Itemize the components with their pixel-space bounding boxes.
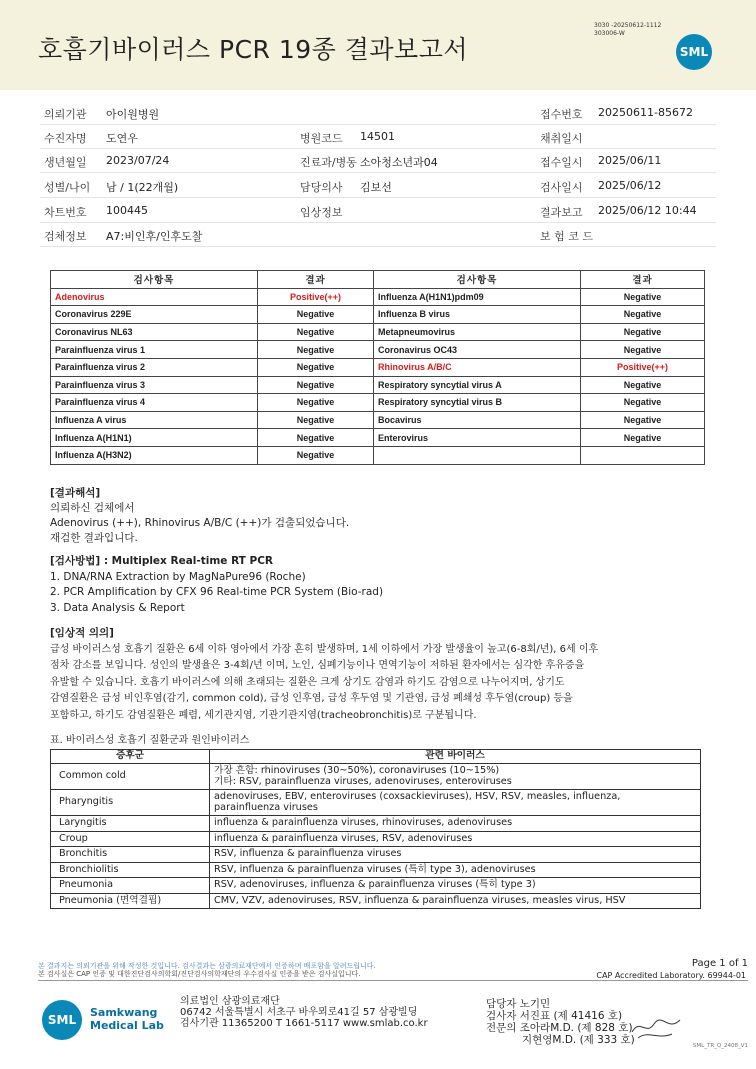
cap-accreditation: CAP Accredited Laboratory. 69944-01 bbox=[596, 971, 746, 980]
result-row bbox=[51, 411, 705, 429]
result-row bbox=[51, 306, 705, 324]
col-header: 증후군 bbox=[51, 750, 210, 764]
field-label: 보 험 코 드 bbox=[540, 230, 593, 243]
method-line: 1. DNA/RNA Extraction by MagNaPure96 (Roche) bbox=[50, 570, 306, 583]
form-code: SML_TR_Q_2408_V1 bbox=[692, 1043, 748, 1049]
result-value: Negative bbox=[258, 446, 374, 464]
result-value: Negative bbox=[581, 376, 705, 394]
related-viruses bbox=[210, 847, 701, 863]
syndrome-name: Common cold bbox=[51, 764, 210, 790]
test-name: Respiratory syncytial virus B bbox=[374, 394, 581, 412]
test-name: Influenza B virus bbox=[374, 306, 581, 324]
virus-table bbox=[50, 749, 701, 909]
field-label: 검사일시 bbox=[540, 181, 583, 194]
report-code-line: 303006-W bbox=[594, 30, 625, 37]
report-code bbox=[594, 22, 661, 38]
field-value: 남 / 1(22개월) bbox=[106, 181, 179, 194]
field-value: 소아청소년과04 bbox=[360, 156, 438, 169]
virus-row bbox=[51, 831, 701, 847]
field-label: 접수일시 bbox=[540, 156, 583, 169]
result-value: Negative bbox=[258, 411, 374, 429]
virus-row bbox=[51, 816, 701, 832]
result-value: Negative bbox=[258, 376, 374, 394]
clinical-title: [임상적 의의] bbox=[50, 627, 114, 639]
test-name: Enterovirus bbox=[374, 429, 581, 447]
row-divider bbox=[40, 124, 716, 125]
test-name: Influenza A(H1N1) bbox=[51, 429, 258, 447]
signer-line: 지현영M.D. (제 333 호) bbox=[522, 1034, 635, 1046]
virus-row bbox=[51, 878, 701, 894]
virus-line: 가장 흔함: rhinoviruses (30~50%), coronaviruses (10~15%) bbox=[214, 765, 500, 776]
related-viruses bbox=[210, 790, 701, 816]
result-value: Negative bbox=[581, 323, 705, 341]
virus-line: influenza & parainfluenza viruses, RSV, adenoviruses bbox=[214, 832, 473, 844]
method-title: [검사방법] : Multiplex Real-time RT PCR bbox=[50, 555, 273, 567]
virus-row bbox=[51, 764, 701, 790]
col-header: 검사항목 bbox=[51, 271, 258, 289]
lab-name bbox=[90, 1006, 164, 1032]
footer-notice-line: 본 검사실은 CAP 인증 및 대한진단검사의학회/진단검사의학재단의 우수검사실 인증을 받은 검사실입니다. bbox=[38, 970, 361, 978]
virus-row bbox=[51, 790, 701, 816]
field-label: 차트번호 bbox=[44, 206, 87, 219]
field-value: 김보선 bbox=[360, 181, 392, 194]
result-value: Negative bbox=[258, 358, 374, 376]
syndrome-name: Bronchiolitis bbox=[51, 862, 210, 878]
result-row bbox=[51, 358, 705, 376]
field-label: 결과보고 bbox=[540, 206, 583, 219]
result-row bbox=[51, 288, 705, 306]
interpretation-section bbox=[50, 486, 349, 546]
page-title: 호흡기바이러스 PCR 19종 결과보고서 bbox=[38, 35, 469, 64]
virus-line: adenoviruses, EBV, enteroviruses (coxsackieviruses), HSV, RSV, measles, influenza, bbox=[214, 791, 621, 802]
sml-footer-logo: SML bbox=[42, 1000, 82, 1040]
col-header: 결과 bbox=[258, 271, 374, 289]
field-label: 검체정보 bbox=[44, 230, 87, 243]
col-header: 검사항목 bbox=[374, 271, 581, 289]
method-line: 3. Data Analysis & Report bbox=[50, 601, 185, 614]
virus-line: RSV, influenza & parainfluenza viruses bbox=[214, 848, 402, 859]
result-value: Negative bbox=[258, 323, 374, 341]
result-value: Negative bbox=[581, 429, 705, 447]
result-row bbox=[51, 341, 705, 359]
clinical-line: 유발할 수 있습니다. 호흡기 바이러스에 의해 초래되는 질환은 크게 상기도 감염과 하기도 감염으로 나누어지며, 상기도 bbox=[50, 676, 565, 688]
field-label: 생년월일 bbox=[44, 156, 87, 169]
result-value: Negative bbox=[581, 341, 705, 359]
method-section bbox=[50, 554, 383, 616]
field-label: 수진자명 bbox=[44, 132, 87, 145]
footer-divider bbox=[38, 980, 748, 981]
related-viruses bbox=[210, 816, 701, 832]
result-row bbox=[51, 394, 705, 412]
row-divider bbox=[40, 246, 716, 247]
lab-name-line: Medical Lab bbox=[90, 1019, 164, 1032]
test-name: Bocavirus bbox=[374, 411, 581, 429]
field-value: 2023/07/24 bbox=[106, 154, 170, 167]
syndrome-name: Pharyngitis bbox=[51, 790, 210, 816]
footer-notice bbox=[38, 962, 376, 978]
clinical-line: 점차 감소를 보입니다. 성인의 발생율은 3-4회/년 이며, 노인, 심폐기능이나 면역기능이 저하된 환자에서는 심각한 후유증을 bbox=[50, 660, 585, 672]
field-label: 성별/나이 bbox=[44, 181, 91, 194]
address-line: 검사기관 11365200 T 1661-5117 www.smlab.co.kr bbox=[180, 1018, 428, 1029]
field-label: 진료과/병동 bbox=[300, 156, 357, 169]
test-name: Rhinovirus A/B/C bbox=[374, 358, 581, 376]
signature-mark bbox=[628, 1012, 686, 1042]
virus-line: CMV, VZV, adenoviruses, RSV, influenza & parainfluenza viruses, measles virus, HSV bbox=[214, 894, 626, 906]
clinical-line: 포함하고, 하기도 감염질환은 폐렴, 세기관지염, 기관기관지염(tracheobronchitis)로 구분됩니다. bbox=[50, 709, 477, 721]
clinical-line: 급성 바이러스성 호흡기 질환은 6세 이하 영아에서 가장 흔히 발생하며, 1세 이하에서 가장 발생율이 높고(6-8회/년), 6세 이후 bbox=[50, 643, 599, 655]
result-row bbox=[51, 376, 705, 394]
result-row bbox=[51, 429, 705, 447]
clinical-section bbox=[50, 625, 598, 725]
field-value: 2025/06/12 10:44 bbox=[598, 204, 697, 217]
field-value: 14501 bbox=[360, 130, 395, 143]
test-name: Coronavirus OC43 bbox=[374, 341, 581, 359]
lab-name-line: Samkwang bbox=[90, 1006, 158, 1019]
col-header: 관련 바이러스 bbox=[210, 750, 701, 764]
result-value: Negative bbox=[258, 394, 374, 412]
result-value: Negative bbox=[581, 306, 705, 324]
virus-line: parainfluenza viruses bbox=[214, 801, 318, 813]
virus-row bbox=[51, 893, 701, 909]
syndrome-name: Laryngitis bbox=[51, 816, 210, 832]
result-value bbox=[581, 446, 705, 464]
interpretation-line: 재검한 결과입니다. bbox=[50, 532, 138, 544]
row-divider bbox=[40, 197, 716, 198]
virus-line: RSV, adenoviruses, influenza & parainfluenza viruses (특히 type 3) bbox=[214, 879, 536, 890]
test-name: Influenza A(H1N1)pdm09 bbox=[374, 288, 581, 306]
test-name: Parainfluenza virus 1 bbox=[51, 341, 258, 359]
field-label: 접수번호 bbox=[540, 108, 583, 121]
row-divider bbox=[40, 148, 716, 149]
virus-row bbox=[51, 847, 701, 863]
test-name: Parainfluenza virus 2 bbox=[51, 358, 258, 376]
result-value: Negative bbox=[258, 429, 374, 447]
field-value: 2025/06/12 bbox=[598, 179, 662, 192]
syndrome-name: Bronchitis bbox=[51, 847, 210, 863]
report-code-line: 3030 -20250612-1112 bbox=[594, 22, 662, 29]
field-label: 담당의사 bbox=[300, 181, 343, 194]
address-line: 의료법인 삼광의료재단 bbox=[180, 996, 280, 1007]
test-name: Metapneumovirus bbox=[374, 323, 581, 341]
field-value: 2025/06/11 bbox=[598, 154, 662, 167]
result-value: Negative bbox=[581, 288, 705, 306]
result-value: Negative bbox=[581, 411, 705, 429]
test-name: Influenza A(H3N2) bbox=[51, 446, 258, 464]
test-name: Parainfluenza virus 4 bbox=[51, 394, 258, 412]
result-row bbox=[51, 446, 705, 464]
field-value: 아이원병원 bbox=[106, 108, 160, 121]
related-viruses bbox=[210, 878, 701, 894]
signers bbox=[486, 998, 635, 1046]
field-value: A7:비인후/인후도찰 bbox=[106, 230, 203, 243]
field-value: 100445 bbox=[106, 204, 148, 217]
syndrome-name: Croup bbox=[51, 831, 210, 847]
test-name: Respiratory syncytial virus A bbox=[374, 376, 581, 394]
signer-line: 담당자 노기민 bbox=[486, 998, 551, 1010]
result-value: Negative bbox=[258, 341, 374, 359]
result-value: Negative bbox=[581, 394, 705, 412]
col-header: 결과 bbox=[581, 271, 705, 289]
test-name: Coronavirus NL63 bbox=[51, 323, 258, 341]
virus-row bbox=[51, 862, 701, 878]
test-name: Coronavirus 229E bbox=[51, 306, 258, 324]
interpretation-title: [결과해석] bbox=[50, 487, 101, 499]
field-value: 20250611-85672 bbox=[598, 106, 693, 119]
virus-table-caption: 표. 바이러스성 호흡기 질환군과 원인바이러스 bbox=[50, 735, 250, 746]
method-line: 2. PCR Amplification by CFX 96 Real-time PCR System (Bio-rad) bbox=[50, 586, 384, 598]
page-number: Page 1 of 1 bbox=[691, 958, 748, 969]
sml-logo: SML bbox=[676, 34, 712, 70]
clinical-line: 감염질환은 급성 비인후염(감기, common cold), 급성 인후염, 급성 후두염 및 기관염, 급성 폐쇄성 후두염(croup) 등을 bbox=[50, 693, 573, 705]
virus-line: influenza & parainfluenza viruses, rhinoviruses, adenoviruses bbox=[214, 817, 513, 828]
test-name bbox=[374, 446, 581, 464]
related-viruses bbox=[210, 893, 701, 909]
result-row bbox=[51, 323, 705, 341]
result-value: Positive(++) bbox=[581, 358, 705, 376]
result-value: Negative bbox=[258, 306, 374, 324]
row-divider bbox=[40, 172, 716, 173]
virus-line: RSV, influenza & parainfluenza viruses (특히 type 3), adenoviruses bbox=[214, 863, 536, 875]
field-label: 병원코드 bbox=[300, 132, 343, 145]
interpretation-line: Adenovirus (++), Rhinovirus A/B/C (++)가 검출되었습니다. bbox=[50, 517, 350, 529]
address-line: 06742 서울특별시 서초구 바우뫼로41길 57 삼광빌딩 bbox=[180, 1007, 418, 1018]
footer-notice-line: 본 결과지는 의뢰기관을 위해 작성한 것입니다. 검사결과는 삼광의료재단에서 인증하며 배포함을 알려드립니다. bbox=[38, 962, 376, 970]
related-viruses bbox=[210, 764, 701, 790]
signer-line: 전문의 조아라M.D. (제 828 호) bbox=[486, 1022, 633, 1034]
field-label: 의뢰기관 bbox=[44, 108, 87, 121]
row-divider bbox=[40, 222, 716, 223]
related-viruses bbox=[210, 831, 701, 847]
signer-line: 검사자 서진표 (제 41416 호) bbox=[486, 1010, 623, 1022]
field-label: 채취일시 bbox=[540, 132, 583, 145]
test-name: Parainfluenza virus 3 bbox=[51, 376, 258, 394]
test-name: Influenza A virus bbox=[51, 411, 258, 429]
related-viruses bbox=[210, 862, 701, 878]
field-value: 도연우 bbox=[106, 132, 138, 145]
syndrome-name: Pneumonia (면역결핍) bbox=[51, 893, 210, 909]
interpretation-line: 의뢰하신 검체에서 bbox=[50, 502, 135, 514]
virus-line: 기타: RSV, parainfluenza viruses, adenoviruses, enteroviruses bbox=[214, 775, 512, 787]
result-value: Positive(++) bbox=[258, 288, 374, 306]
lab-address bbox=[180, 996, 428, 1029]
syndrome-name: Pneumonia bbox=[51, 878, 210, 894]
test-name: Adenovirus bbox=[51, 288, 258, 306]
field-label: 임상정보 bbox=[300, 206, 343, 219]
results-table bbox=[50, 270, 705, 465]
